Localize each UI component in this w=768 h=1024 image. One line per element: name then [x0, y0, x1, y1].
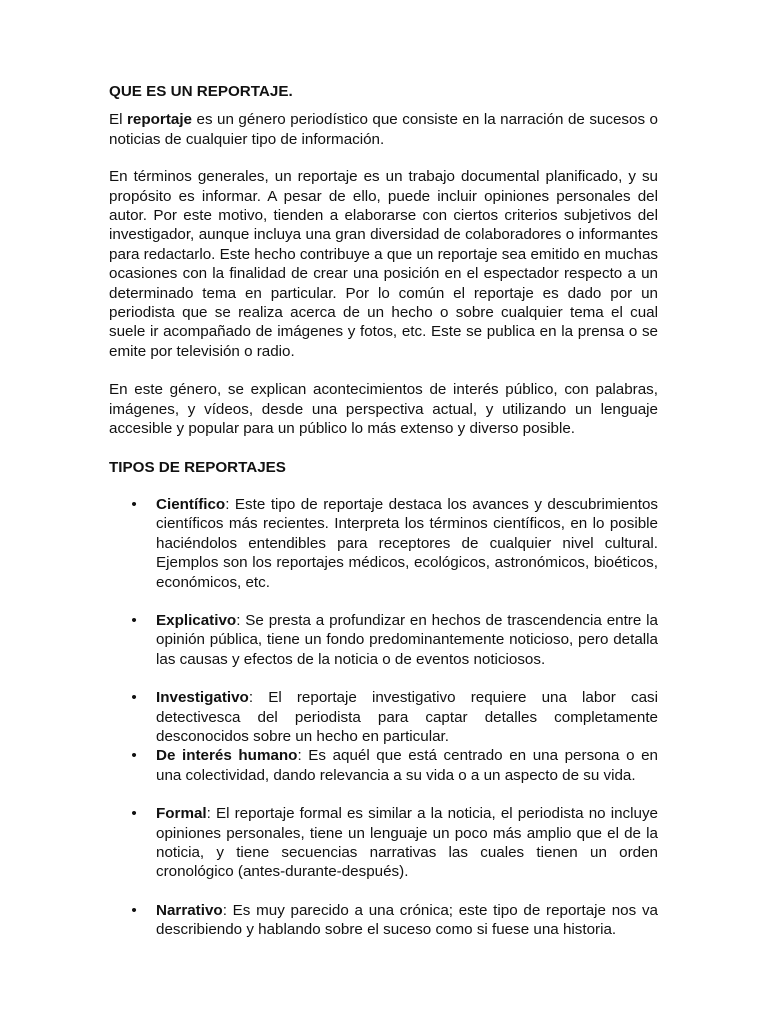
type-description: : Este tipo de reportaje destaca los avances y descubrimientos científicos más recientes. Interpreta los términos científicos, en lo posible haciéndolos entendibles para receptores de cualquier nivel cultural. Ejemplos son los reportajes médicos, ecológicos, astronómicos, bioéticos, económicos, etc. — [156, 495, 658, 591]
document-title: QUE ES UN REPORTAJE. — [109, 83, 293, 100]
type-name: Formal — [156, 805, 207, 823]
bullet-icon: • — [131, 495, 137, 513]
intro-rest: es un género periodístico que consiste en la narración de sucesos o noticias de cualquier tipo de información. — [109, 111, 658, 148]
type-description: : Se presta a profundizar en hechos de trascendencia entre la opinión pública, tiene un fondo predominantemente noticioso, pero detalla las causas y efectos de la noticia o de eventos noticiosos. — [156, 611, 658, 668]
type-description: : El reportaje investigativo requiere una labor casi detectivesca del periodista para captar detalles completamente desconocidos sobre un hecho en particular. — [156, 689, 658, 745]
type-name: De interés humano — [156, 747, 298, 765]
type-name: Narrativo — [156, 901, 223, 919]
document-page — [109, 82, 658, 959]
type-name: Explicativo — [156, 611, 237, 629]
intro-prefix: El — [109, 111, 128, 129]
intro-term: reportaje — [127, 111, 193, 129]
bullet-icon: • — [131, 689, 137, 707]
type-description: : El reportaje formal es similar a la noticia, el periodista no incluye opiniones personales, tiene un lenguaje un poco más amplio que el de la noticia, y tiene secuencias narrativas las cuales tienen un orden cronológico (antes-durante-después). — [156, 805, 658, 881]
list-item — [109, 746, 658, 785]
definition-paragraph: En términos generales, un reportaje es un trabajo documental planificado, y su propósito es informar. A pesar de ello, puede incluir opiniones personales del autor. Por este motivo, tienden a elaborarse con ciertos criterios subjetivos del investigador, aunque incluya una gran diversidad de colaboradores o informantes para redactarlo. Este hecho contribuye a que un reportaje sea emitido en muchas ocasiones con la finalidad de crear una posición en el espectador respecto a un determinado tema en particular. Por lo común el reportaje es dado por un periodista que se realiza acerca de un hecho o sobre cualquier tema el cual suele ir acompañado de imágenes y fotos, etc. Este se publica en la prensa o se emite por televisión o radio. — [109, 168, 658, 360]
bullet-icon: • — [131, 611, 137, 629]
list-item — [109, 688, 658, 746]
genre-paragraph: En este género, se explican acontecimientos de interés público, con palabras, imágenes, y vídeos, desde una perspectiva actual, y utilizando un lenguaje accesible y popular para un público lo más extenso y diverso posible. — [109, 381, 658, 438]
type-name: Investigativo — [156, 689, 249, 707]
bullet-icon: • — [131, 901, 137, 919]
list-item — [109, 804, 658, 882]
bullet-icon: • — [131, 747, 137, 765]
type-description: : Es muy parecido a una crónica; este tipo de reportaje nos va describiendo y hablando sobre el suceso como si fuese una historia. — [156, 901, 658, 939]
list-item — [109, 611, 658, 669]
type-name: Científico — [156, 495, 226, 513]
type-description: : Es aquél que está centrado en una persona o en una colectividad, dando relevancia a su vida o a un aspecto de su vida. — [156, 747, 659, 784]
bullet-icon: • — [131, 805, 137, 823]
intro-paragraph — [109, 110, 658, 149]
list-item — [109, 495, 658, 592]
types-heading: TIPOS DE REPORTAJES — [109, 458, 286, 476]
types-list — [109, 495, 658, 940]
list-item — [109, 901, 658, 940]
